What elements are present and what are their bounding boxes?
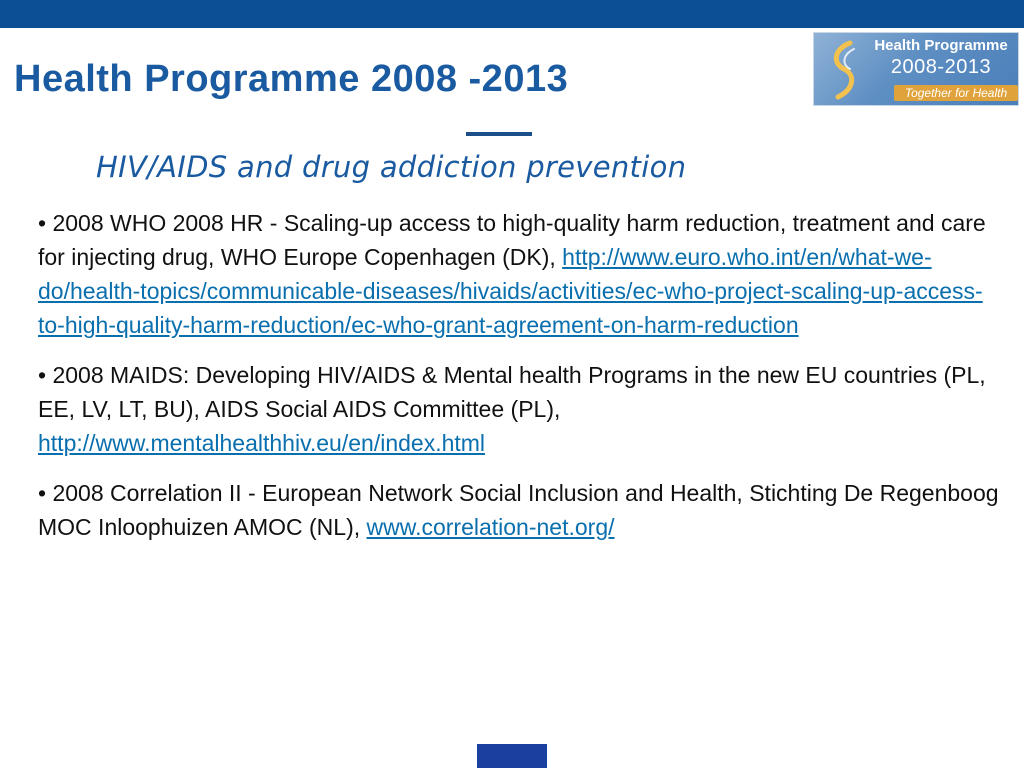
logo-years: 2008-2013 — [890, 56, 992, 78]
item-text: • 2008 Correlation II - European Network Social Inclusion and Health, Stichting De Regenboog MOC Inloophuizen AMOC (NL), — [38, 480, 999, 540]
list-item — [38, 206, 1004, 342]
swirl-logo-icon — [824, 39, 866, 101]
top-banner-bar — [0, 0, 1024, 28]
bullet-list — [38, 206, 1004, 560]
mentalhealthhiv-link[interactable]: http://www.mentalhealthhiv.eu/en/index.html — [38, 430, 486, 456]
section-subtitle: HIV/AIDS and drug addiction prevention — [96, 150, 687, 184]
health-programme-logo — [813, 32, 1019, 106]
logo-title: Health Programme — [874, 37, 1008, 54]
list-item — [38, 476, 1004, 544]
title-divider — [466, 132, 532, 136]
who-harm-reduction-link[interactable]: http://www.euro.who.int/en/what-we-do/health-topics/communicable-diseases/hivaids/activities/ec-who-project-scaling-up-access-to-high-quality-harm-reduction/ec-who-grant-agreement-on-harm-reduction — [38, 244, 983, 338]
item-text: • 2008 MAIDS: Developing HIV/AIDS & Mental health Programs in the new EU countries (PL, EE, LV, LT, BU), AIDS Social AIDS Committee (PL), — [38, 362, 986, 422]
list-item — [38, 358, 1004, 460]
footer-flag-tab — [477, 744, 547, 768]
item-text: • 2008 WHO 2008 HR - Scaling-up access to high-quality harm reduction, treatment and care for injecting drug, WHO Europe Copenhagen (DK), — [38, 210, 986, 270]
logo-tagline: Together for Health — [894, 85, 1018, 101]
correlation-net-link[interactable]: www.correlation-net.org/ — [366, 514, 615, 540]
page-title: Health Programme 2008 -2013 — [14, 58, 569, 100]
